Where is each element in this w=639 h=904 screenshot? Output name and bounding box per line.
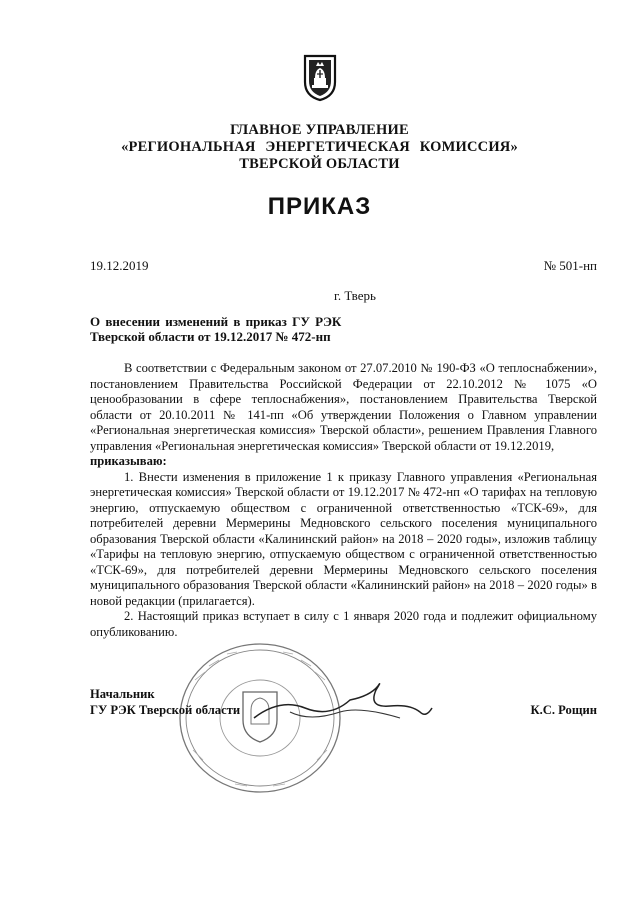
- position-line-2: ГУ РЭК Тверской области: [90, 703, 241, 717]
- preamble-paragraph: В соответствии с Федеральным законом от 27.07.2010 № 190-ФЗ «О теплоснабжении», постановлением Правительства Российской Федерации от 22.10.2012 № 1075 «О ценообразовании в сфере теплоснабжения», постановлением Правительства Тверской области от 20.10.2011 № 141-пп «Об утверждении Положения о Главном управлении «Региональная энергетическая комиссия» Тверской области», решением Правления Главного управления «Региональная энергетическая комиссия» Тверской области от 19.12.2019,: [90, 361, 597, 453]
- order-date: 19.12.2019: [90, 258, 149, 273]
- org-header: [0, 122, 639, 173]
- org-line-1: ГЛАВНОЕ УПРАВЛЕНИЕ: [230, 122, 409, 138]
- order-subject: [90, 314, 341, 344]
- handwritten-signature-icon: [250, 678, 460, 738]
- org-line-3: ТВЕРСКОЙ ОБЛАСТИ: [239, 156, 400, 172]
- city-name: г. Тверь: [334, 288, 376, 303]
- item-1-paragraph: 1. Внести изменения в приложение 1 к приказу Главного управления «Региональная энергетическая комиссия» Тверской области от 19.12.2017 № 472-нп «О тарифах на тепловую энергию, отпускаемую обществом с ограниченной ответственностью «ТСК-69», для потребителей деревни Мермерины Медновского сельского поселения муниципального образования Тверской области «Калининский район» на 2018 – 2020 годы», изложив таблицу «Тарифы на тепловую энергию, отпускаемую обществом с ограниченной ответственностью «ТСК-69», для потребителей деревни Мермерины Медновского сельского поселения муниципального образования Тверской области «Калининский район» на 2018 – 2020 годы» в новой редакции (прилагается).: [90, 469, 597, 608]
- org-line-2: «РЕГИОНАЛЬНАЯ ЭНЕРГЕТИЧЕСКАЯ КОМИССИЯ»: [121, 139, 518, 155]
- subject-line-2: Тверской области от 19.12.2017 № 472-нп: [90, 329, 331, 344]
- order-word: приказываю:: [90, 454, 167, 468]
- signatory-position: [90, 686, 240, 718]
- position-line-1: Начальник: [90, 687, 155, 701]
- order-number: № 501-нп: [543, 258, 597, 273]
- item-2-paragraph: 2. Настоящий приказ вступает в силу с 1 января 2020 года и подлежит официальному опубликованию.: [90, 609, 597, 639]
- document-type-title: ПРИКАЗ: [267, 193, 372, 220]
- subject-line-1: О внесении изменений в приказ ГУ РЭК: [90, 314, 342, 329]
- order-body: [90, 361, 597, 640]
- tver-coat-of-arms-icon: [302, 52, 338, 102]
- signatory-name: К.С. Рощин: [530, 703, 597, 717]
